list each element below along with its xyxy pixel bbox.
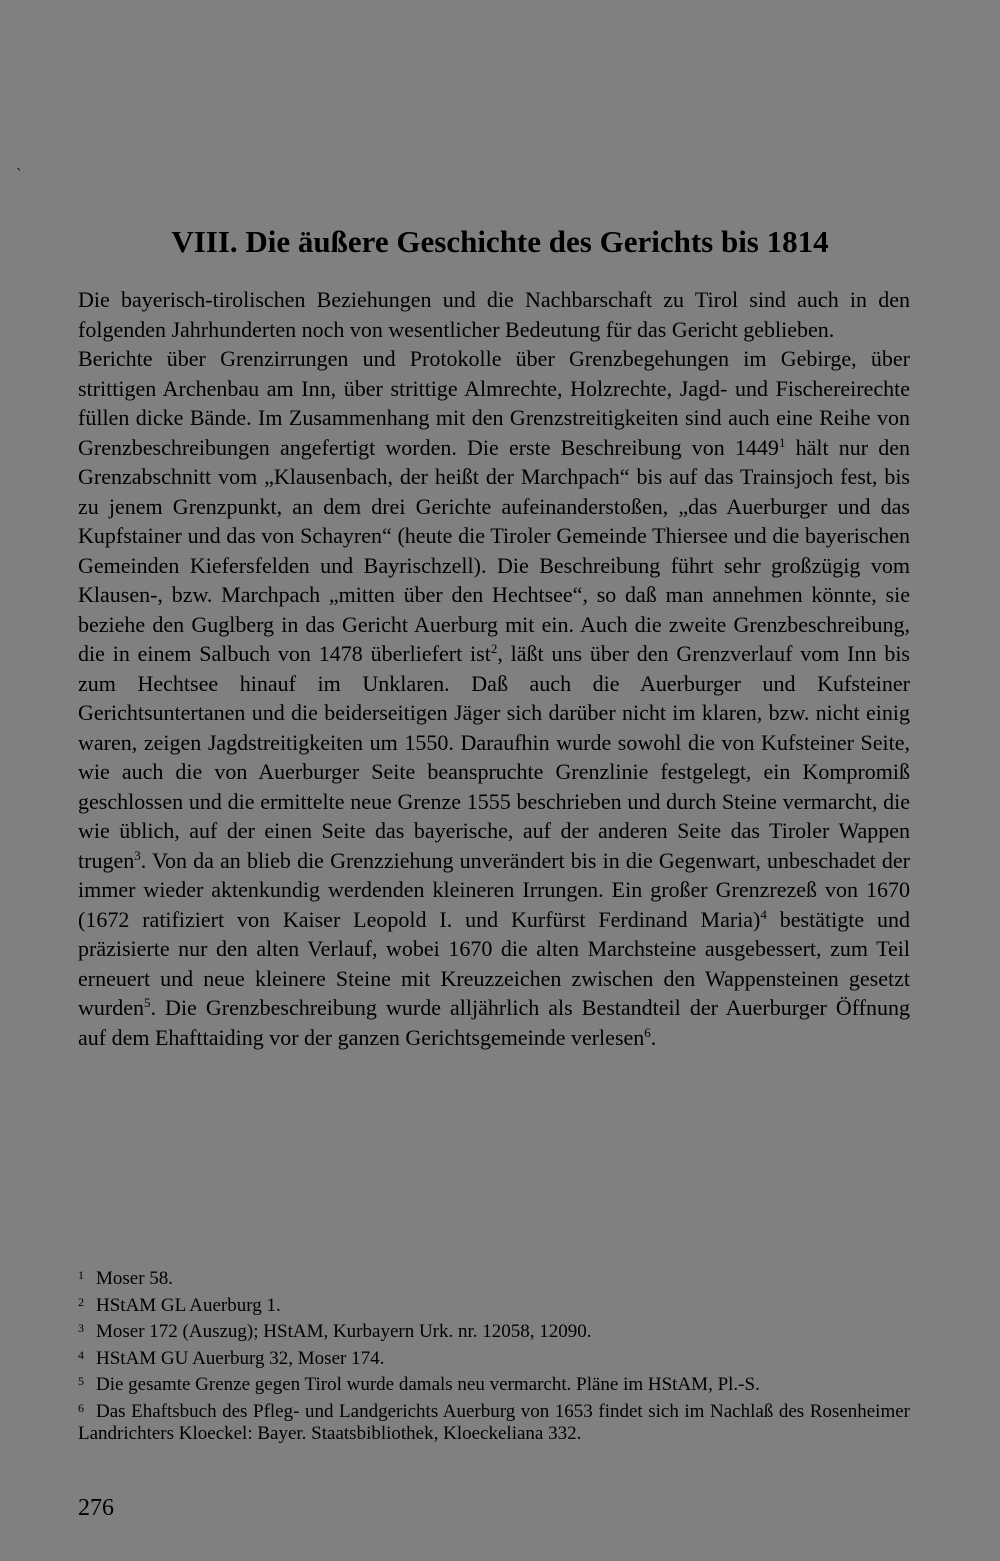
- footnote: [78, 1264, 910, 1291]
- footnote-ref-1[interactable]: 1: [778, 434, 786, 450]
- footnotes: [78, 1264, 910, 1446]
- scan-speck: `: [16, 167, 23, 183]
- footnote: [78, 1397, 910, 1446]
- body-text: [78, 285, 910, 1052]
- footnote-text: Die gesamte Grenze gegen Tirol wurde damals neu vermarcht. Pläne im HStAM, Pl.-S.: [96, 1374, 760, 1395]
- footnote-ref-3[interactable]: 3: [134, 847, 141, 863]
- chapter-title: VIII. Die äußere Geschichte des Gerichts bis 1814: [171, 224, 829, 259]
- footnote-number: 3: [78, 1321, 84, 1335]
- footnote: [78, 1291, 910, 1318]
- footnote-number: 4: [78, 1347, 84, 1362]
- footnote-text: HStAM GU Auerburg 32, Moser 174.: [96, 1347, 385, 1369]
- footnote: [78, 1370, 910, 1397]
- paragraph-1: Die bayerisch-tirolischen Beziehungen und die Nachbarschaft zu Tirol sind auch in den folgenden Jahrhunderten noch von wesentlicher Bedeutung für das Gericht geblieben.: [78, 287, 910, 342]
- footnote: [78, 1344, 910, 1371]
- footnote-ref-2[interactable]: 2: [490, 641, 498, 656]
- footnote-number: 1: [78, 1268, 84, 1282]
- footnote-text: Das Ehaftsbuch des Pfleg- und Landgerichts Auerburg von 1653 findet sich im Nachlaß des Rosenheimer Landrichters Kloeckel: Bayer. Staatsbibliothek, Kloeckeliana 332.: [78, 1400, 910, 1444]
- page-number: 276: [78, 1495, 114, 1521]
- paragraph-2: Berichte über Grenzirrungen und Protokolle über Grenzbegehungen im Gebirge, über strittigen Archenbau am Inn, über strittige Almrechte, Holzrechte, Jagd- und Fischereirechte füllen dicke Bände. Im Zusammenhang mit den Grenzstreitigkeiten sind auch eine Reihe von Grenzbeschreibungen angefertigt worden. Die erste Beschreibung von 1449$^1$ hält nur den Grenzabschnitt vom „Klausenbach, der heißt der Marchpach“ bis auf das Trainsjoch fest, bis zu jenem Grenzpunkt, an dem drei Gerichte aufeinanderstoßen, „das Auerburger und das Kupfstainer und das von Schayren“ (heute die Tiroler Gemeinde Thiersee und die bayerischen Gemeinden Kiefersfelden und Bayrischzell). Die Beschreibung führt sehr großzügig vom Klausen-, bzw. Marchpach „mitten über den Hechtsee“, so daß man annehmen könnte, sie beziehe den Guglberg in das Gericht Auerburg mit ein. Auch die zweite Grenzbeschreibung, die in einem Salbuch von 1478 überliefert ist$^2$, läßt uns über den Grenzverlauf vom Inn bis zum Hechtsee hinauf im Unklaren. Daß auch die Auerburger und Kufsteiner Gerichtsuntertanen und die beiderseitigen Jäger sich darüber nicht im klaren, bzw. nicht einig waren, zeigen Jagdstreitigkeiten um 1550. Daraufhin wurde sowohl die von Kufsteiner Seite, wie auch die von Auerburger Seite beanspruchte Grenzlinie festgelegt, ein Kompromiß geschlossen und die ermittelte neue Grenze 1555 beschrieben und durch Steine vermarcht, die wie üblich, auf der einen Seite das bayerische, auf der anderen Seite das Tiroler Wappen trugen$^3$. Von da an blieb die Grenzziehung unverändert bis in die Gegenwart, unbeschadet der immer wieder aktenkundig werdenden kleineren Irrungen. Ein großer Grenzrezeß von 1670 (1672 ratifiziert von Kaiser Leopold I. und Kurfürst Ferdinand Maria)$^4$ bestätigte und präzisierte nur den alten Verlauf, wobei 1670 die alten Marchsteine ausgebessert, zum Teil erneuert und neue kleinere Steine mit Kreuzzeichen zwischen den Wappensteinen gesetzt wurden$^5$. Die Grenzbeschreibung wurde alljährlich als Bestandteil der Auerburger Öffnung auf dem Ehafttaiding vor der ganzen Gerichtsgemeinde verlesen$^6$.: [78, 346, 910, 1050]
- footnote: [78, 1317, 910, 1344]
- footnote-text: Moser 172 (Auszug); HStAM, Kurbayern Urk. nr. 12058, 12090.: [96, 1321, 592, 1342]
- footnote-text: Moser 58.: [96, 1268, 174, 1289]
- footnote-ref-4[interactable]: 4: [760, 906, 767, 922]
- footnote-number: 2: [78, 1294, 84, 1309]
- footnote-ref-5[interactable]: 5: [143, 995, 151, 1010]
- footnote-number: 5: [78, 1374, 84, 1388]
- footnote-number: 6: [78, 1400, 84, 1415]
- footnote-ref-6[interactable]: 6: [644, 1024, 651, 1040]
- footnote-text: HStAM GL Auerburg 1.: [96, 1294, 281, 1316]
